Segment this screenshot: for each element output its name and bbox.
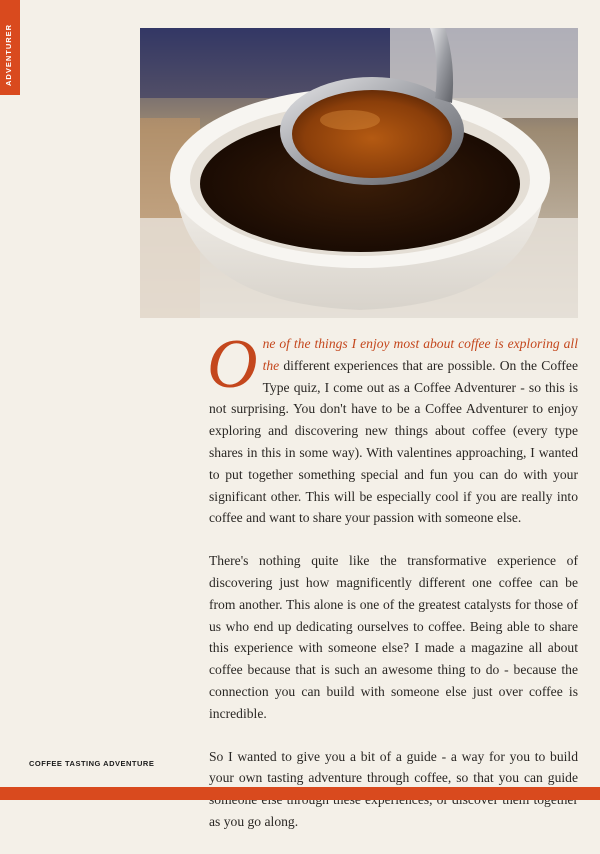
coffee-cup-with-spoon-photo	[140, 28, 578, 318]
paragraph-1-text: different experiences that are possible. On the Coffee Type quiz, I come out as a Coffee Adventurer - so this is not surprising. You don't have to be a Coffee Adventurer to enjoy exploring and discovering new things about coffee (every type shares in this in some way). With valentines approaching, I wanted to put together something special and fun you can do with your significant other. This will be especially cool if you are really into coffee and want to share your passion with someone else.	[209, 357, 578, 526]
section-tab	[0, 0, 20, 95]
footer-label: COFFEE TASTING ADVENTURE	[29, 759, 155, 768]
section-tab-label: ADVENTURER	[4, 23, 13, 86]
footer-bar	[0, 787, 600, 800]
coffee-cup-photo	[140, 28, 578, 318]
article-paragraph-1	[207, 326, 578, 529]
drop-cap: O	[207, 326, 258, 403]
lead-italic-text: ne of the things I enjoy most about coffee is exploring all the	[262, 336, 578, 373]
article-paragraph-3: So I wanted to give you a bit of a guide - a way for you to build your own tasting adventure through coffee, so that you can guide as you go along.	[209, 748, 578, 829]
article-paragraph-2: There's nothing quite like the transformative experience of discovering just how magnificently different one coffee can be from another. This alone is one of the greatest catalysts for those of us who end up dedicating ourselves to coffee. Being able to share this experience with someone else? I made a magazine all about coffee because that is such an awesome thing to do - because the connection you can build with someone else just over coffee is incredible.	[209, 553, 578, 721]
article-body	[207, 326, 578, 854]
